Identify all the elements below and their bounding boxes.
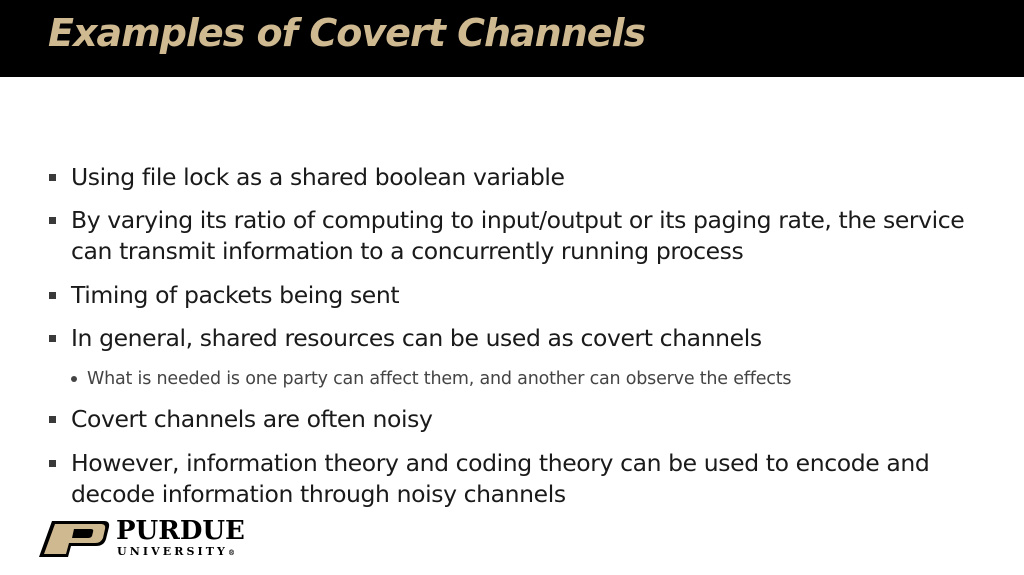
sub-bullet-item [87,367,987,391]
bullet-text: Using file lock as a shared boolean variable [71,163,565,191]
square-bullet-icon [49,335,56,342]
bullet-item [71,280,991,311]
bullet-item [71,323,991,354]
purdue-motion-p-icon [38,520,110,558]
bullet-text: In general, shared resources can be used as covert channels [71,324,762,352]
bullet-text: Covert channels are often noisy [71,405,433,433]
logo-subtext [117,545,235,559]
square-bullet-icon [49,174,56,181]
round-bullet-icon [71,376,77,382]
bullet-item [71,162,991,193]
bullet-text: However, information theory and coding theory can be used to encode and decode information through noisy channels [71,449,930,508]
bullet-item [71,448,991,510]
purdue-logo [38,518,253,562]
square-bullet-icon [49,292,56,299]
logo-university: UNIVERSITY [117,545,228,558]
logo-registered-mark: ® [227,548,235,557]
square-bullet-icon [49,416,56,423]
sub-bullet-text: What is needed is one party can affect them, and another can observe the effects [87,369,792,389]
bullet-item [71,205,991,267]
logo-wordmark: PURDUE [116,516,245,546]
bullet-item [71,404,991,435]
square-bullet-icon [49,460,56,467]
square-bullet-icon [49,217,56,224]
slide-title: Examples of Covert Channels [48,11,646,55]
bullet-text: Timing of packets being sent [71,281,400,309]
bullet-text: By varying its ratio of computing to input/output or its paging rate, the service can transmit information to a concurrently running process [71,206,965,265]
